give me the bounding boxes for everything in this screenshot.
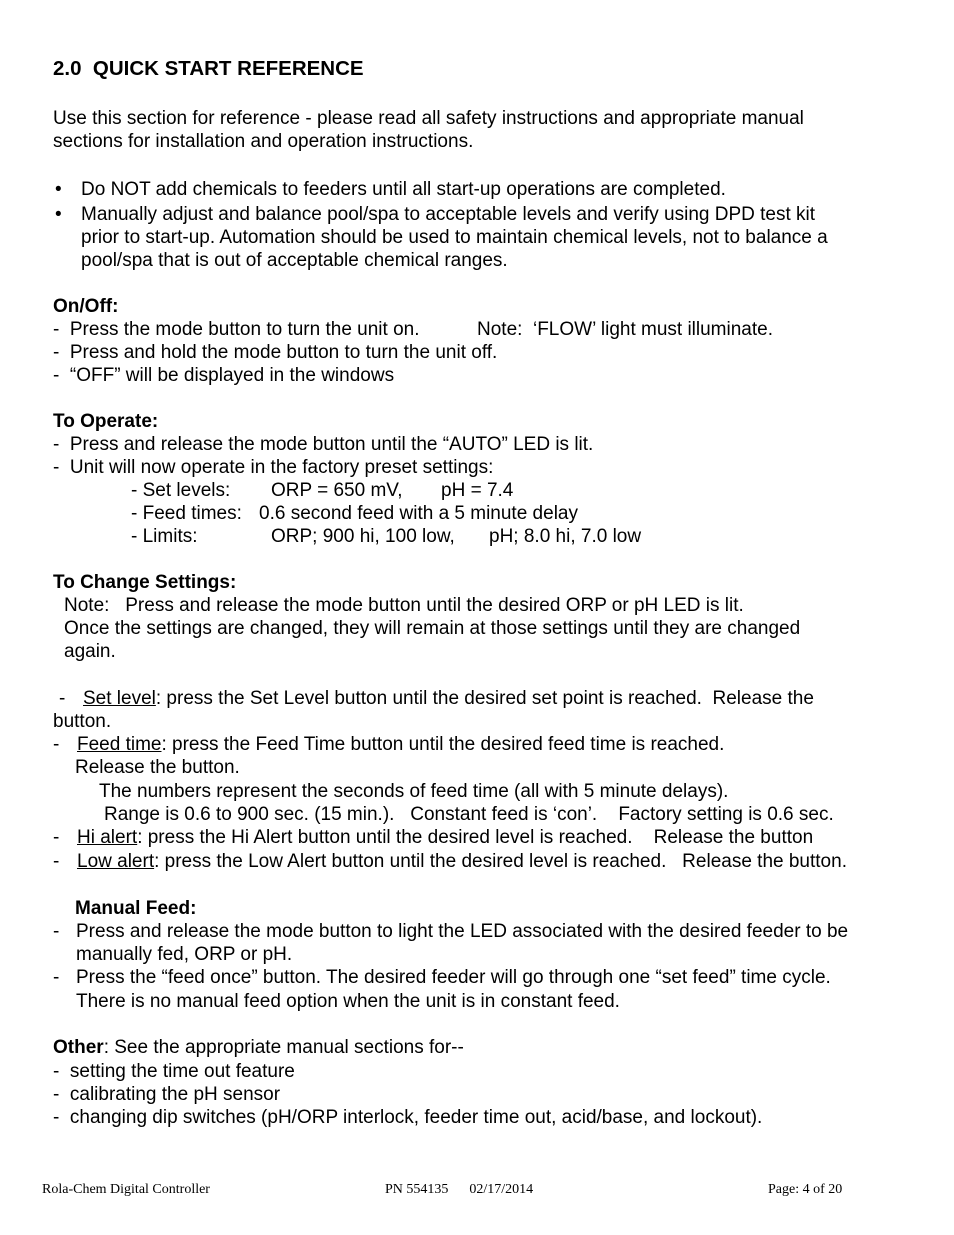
- on-off-line-2: - Press and hold the mode button to turn the unit off.: [53, 342, 498, 363]
- hi-alert-item: [53, 826, 813, 849]
- hi-alert-term: Hi alert: [77, 827, 138, 848]
- feed-times-value: 0.6 second feed with a 5 minute delay: [259, 503, 578, 524]
- manual-feed-title: Manual Feed:: [75, 898, 197, 919]
- on-off-title: On/Off:: [53, 296, 119, 317]
- intro-line-2: sections for installation and operation instructions.: [53, 131, 474, 152]
- numbers-text: The numbers represent the seconds of feed time (all with 5 minute delays).: [99, 781, 729, 802]
- operate-line-2: - Unit will now operate in the factory preset settings:: [53, 457, 494, 478]
- hi-alert-text: : press the Hi Alert button until the desired level is reached. Release the button: [137, 827, 814, 848]
- range-text: Range is 0.6 to 900 sec. (15 min.). Constant feed is ‘con’. Factory setting is 0.6 sec.: [104, 804, 834, 825]
- manual-feed-dash: -: [53, 967, 60, 988]
- set-level-item: [53, 687, 814, 710]
- bullet-mark: •: [55, 204, 62, 225]
- change-note-1: Note: Press and release the mode button until the desired ORP or pH LED is lit.: [64, 595, 744, 616]
- other-intro-text: : See the appropriate manual sections for--: [103, 1037, 464, 1058]
- dash: -: [53, 734, 60, 755]
- footer-page-number: Page: 4 of 20: [768, 1182, 843, 1197]
- intro-line-1: Use this section for reference - please read all safety instructions and appropriate manual: [53, 108, 804, 129]
- low-alert-term: Low alert: [77, 851, 155, 872]
- other-line-1: - setting the time out feature: [53, 1061, 295, 1082]
- set-levels-orp: ORP = 650 mV,: [271, 480, 403, 501]
- bullet-text: Manually adjust and balance pool/spa to acceptable levels and verify using DPD test kit: [81, 204, 816, 225]
- footer-left: Rola-Chem Digital Controller: [42, 1182, 210, 1197]
- set-levels-label: - Set levels:: [131, 480, 231, 501]
- on-off-line-1: - Press the mode button to turn the unit on.: [53, 319, 420, 340]
- change-settings-title: To Change Settings:: [53, 572, 237, 593]
- change-note-2: Once the settings are changed, they will remain at those settings until they are changed: [64, 618, 801, 639]
- bullet-text: prior to start-up. Automation should be used to maintain chemical levels, not to balance a: [81, 227, 828, 248]
- limits-orp: ORP; 900 hi, 100 low,: [271, 526, 455, 547]
- manual-feed-line-2: Press the “feed once” button. The desired feeder will go through one “set feed” time cycle.: [76, 967, 831, 988]
- feed-time-item: [53, 733, 724, 756]
- feed-times-label: - Feed times:: [131, 503, 242, 524]
- limits-ph: pH; 8.0 hi, 7.0 low: [489, 526, 642, 547]
- bullet-mark: •: [55, 179, 62, 200]
- other-intro: [53, 1036, 464, 1059]
- dash: -: [59, 688, 66, 709]
- manual-feed-line-2b: There is no manual feed option when the unit is in constant feed.: [76, 991, 620, 1012]
- operate-title: To Operate:: [53, 411, 159, 432]
- feed-time-term: Feed time: [77, 734, 162, 755]
- set-level-text-2: button.: [53, 711, 112, 732]
- other-line-3: - changing dip switches (pH/ORP interlock, feeder time out, acid/base, and lockout).: [53, 1107, 763, 1128]
- low-alert-text: : press the Low Alert button until the desired level is reached. Release the button.: [154, 851, 847, 872]
- set-levels-ph: pH = 7.4: [441, 480, 514, 501]
- on-off-line-3: - “OFF” will be displayed in the windows: [53, 365, 395, 386]
- feed-time-text: : press the Feed Time button until the desired feed time is reached.: [161, 734, 725, 755]
- dash: -: [53, 827, 60, 848]
- set-level-text: : press the Set Level button until the desired set point is reached. Release the: [155, 688, 814, 709]
- bullet-text: Do NOT add chemicals to feeders until all start-up operations are completed.: [81, 179, 726, 200]
- low-alert-item: [53, 850, 847, 873]
- other-title: Other: [53, 1037, 104, 1058]
- manual-feed-line-1b: manually fed, ORP or pH.: [76, 944, 293, 965]
- operate-line-1: - Press and release the mode button until the “AUTO” LED is lit.: [53, 434, 594, 455]
- section-heading: 2.0 QUICK START REFERENCE: [53, 57, 364, 80]
- set-level-term: Set level: [83, 688, 156, 709]
- feed-time-text-2: Release the button.: [75, 757, 240, 778]
- bullet-text: pool/spa that is out of acceptable chemical ranges.: [81, 250, 508, 271]
- manual-feed-line-1: Press and release the mode button to light the LED associated with the desired feeder to be: [76, 921, 849, 942]
- limits-label: - Limits:: [131, 526, 198, 547]
- manual-feed-dash: -: [53, 921, 60, 942]
- dash: -: [53, 851, 60, 872]
- change-note-3: again.: [64, 641, 116, 662]
- other-line-2: - calibrating the pH sensor: [53, 1084, 281, 1105]
- footer-center: PN 554135 02/17/2014: [385, 1182, 534, 1197]
- on-off-note: Note: ‘FLOW’ light must illuminate.: [477, 319, 773, 340]
